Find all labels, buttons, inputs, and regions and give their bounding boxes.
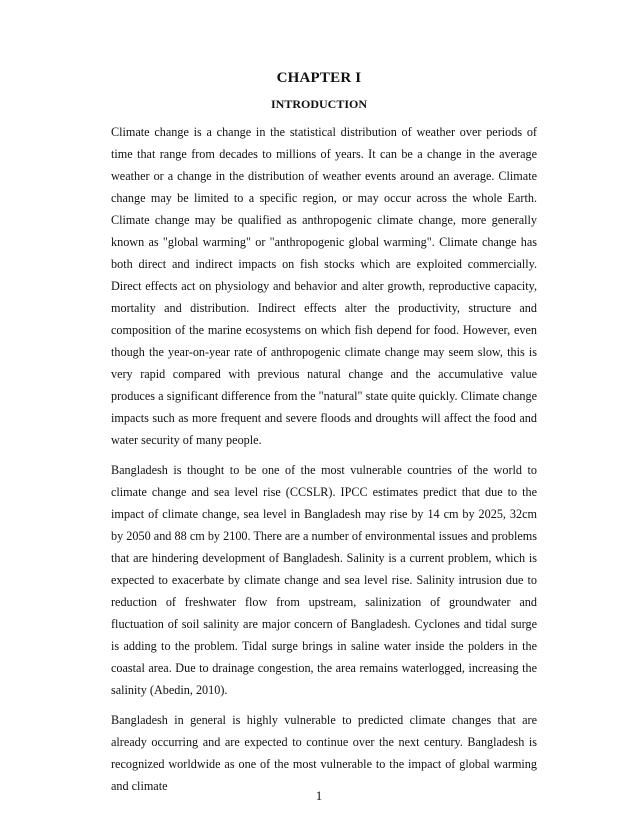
paragraph-bangladesh-general: Bangladesh in general is highly vulnerable to predicted climate changes that are already occurring and are expected to continue over the next century. Bangladesh is recognized worldwide as one of the most vulnerable to the impact of global warming and climate [111, 713, 537, 793]
paragraph-climate-change: Climate change is a change in the statistical distribution of weather over periods of time that range from decades to millions of years. It can be a change in the average weather or a change in the distribution of weather events around an average. Climate change may be limited to a specific region, or may occur across the whole Earth. Climate change may be qualified as anthropogenic climate change, more generally known as "global warming" or "anthropogenic global warming". Climate change has both direct and indirect impacts on fish stocks which are exploited commercially. Direct effects act on physiology and behavior and alter growth, reproductive capacity, mortality and distribution. Indirect effects alter the productivity, structure and composition of the marine ecosystems on which fish depend for food. However, even though the year-on-year rate of anthropogenic climate change may seem slow, this is very rapid compared with previous natural change and the accumulative value produces a significant difference from the "natural" state quite quickly. Climate change impacts such as more frequent and severe floods and droughts will affect the food and water security of many people. [111, 125, 537, 447]
page-number: 1 [315, 788, 323, 803]
chapter-title: CHAPTER I [276, 70, 362, 86]
chapter-subtitle: INTRODUCTION [270, 97, 367, 111]
paragraph-bangladesh-vulnerability: Bangladesh is thought to be one of the most vulnerable countries of the world to climate change and sea level rise (CCSLR). IPCC estimates predict that due to the impact of climate change, sea level in Bangladesh may rise by 14 cm by 2025, 32cm by 2050 and 88 cm by 2100. There are a number of environmental issues and problems that are hindering development of Bangladesh. Salinity is a current problem, which is expected to exacerbate by climate change and sea level rise. Salinity intrusion due to reduction of freshwater flow from upstream, salinization of groundwater and fluctuation of soil salinity are major concern of Bangladesh. Cyclones and tidal surge is adding to the problem. Tidal surge brings in saline water inside the polders in the coastal area. Due to drainage congestion, the area remains waterlogged, increasing the salinity (Abedin, 2010). [111, 463, 537, 697]
document-body [111, 121, 537, 805]
